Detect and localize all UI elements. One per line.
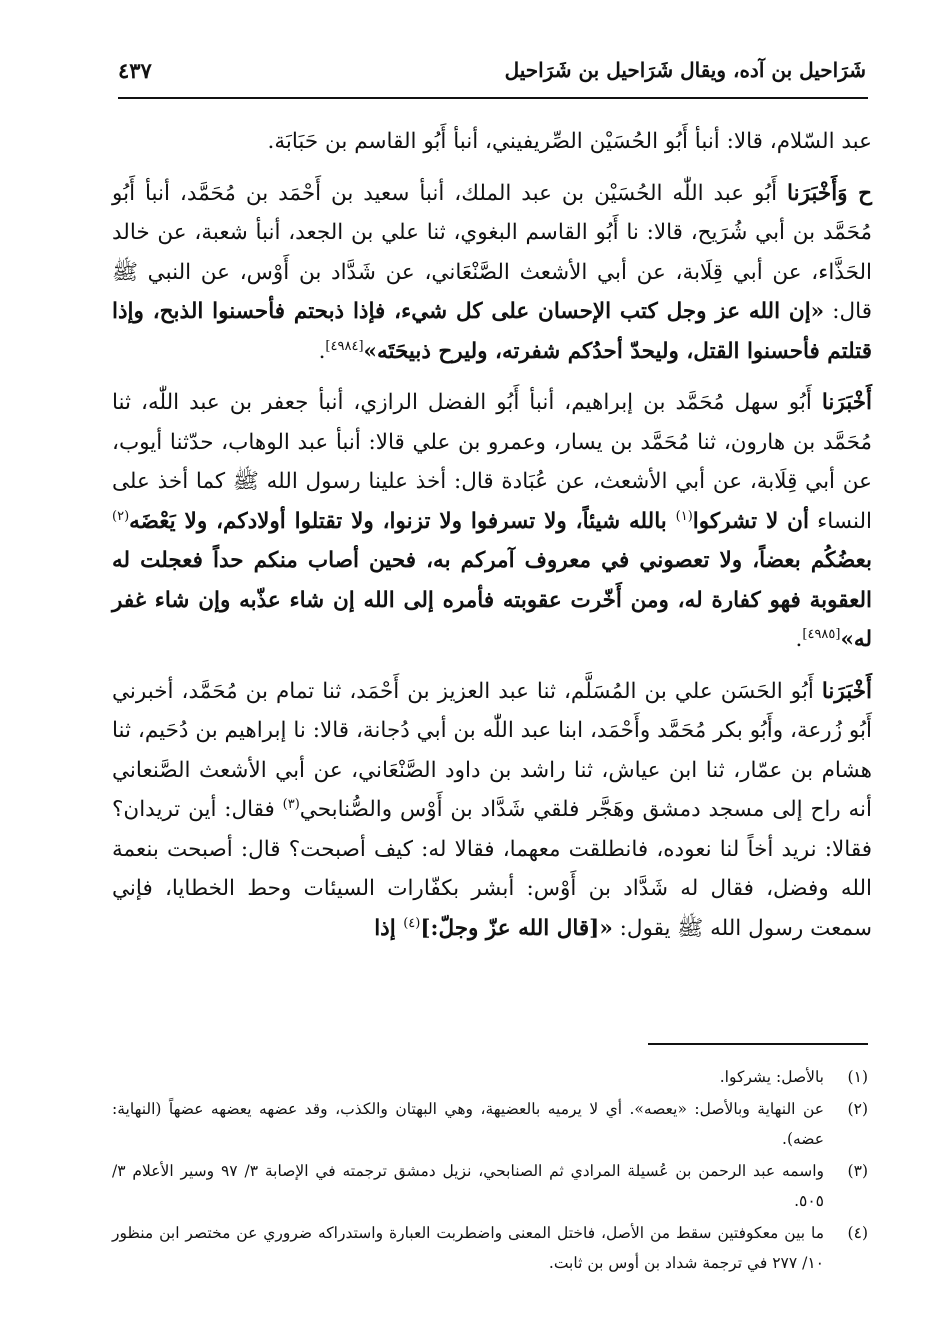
footnote-text: واسمه عبد الرحمن بن عُسيلة المرادي ثم الصنابحي، نزيل دمشق ترجمته في الإصابة ٣/ ٩٧ وسير الأعلام ٣/ ٥٠٥. [112, 1162, 824, 1210]
hadith-text: إذا [374, 915, 404, 941]
hadith-text: أن لا تشركوا [692, 508, 809, 534]
text-segment: أَبُو سهل مُحَمَّد بن إبراهيم، أنبأ أَبُو الفضل الرازي، أنبأ جعفر بن عبد اللّٰه، ثنا مُحَمَّد بن هارون، ثنا مُحَمَّد بن يسار، وعمرو بن علي قالا: أنبأ عبد الوهاب، حدّثنا أيوب، عن أبي قِلَابة، عن أبي الأشعث، عن عُبَادة قال: أخذ علينا رسول الله ﷺ كما أخذ على النساء [112, 390, 873, 534]
body-text [112, 122, 872, 960]
footnote [112, 1062, 868, 1092]
page-header [118, 56, 866, 96]
isnad-keyword: أَخْبَرَنا [821, 678, 872, 704]
reference-marker: (٣) [282, 796, 300, 812]
footnote-text: عن النهاية وبالأصل: «يعصه». أي لا يرميه بالعضيهة، وهي البهتان والكذب، وقد عضهه يعضهه عضهاً (النهاية: عضه). [112, 1100, 824, 1148]
footnote [112, 1218, 868, 1278]
hadith-text: «[قال الله عزّ وجلّ:] [420, 915, 613, 941]
footnote-number: (٢) [847, 1100, 868, 1118]
isnad-keyword: ح وَأَخْبَرَنا [787, 180, 872, 206]
hadith-text: بعضُكُم بعضاً، ولا تعصوني في معروف آمركم به، فحين أصاب منكم حداً فعجلت له العقوبة فهو كفارة له، ومن أَخّرت عقوبته فأمره إلى الله إن شاء عذّبه وإن شاء غفر له» [112, 548, 872, 652]
footnote-rule [648, 1043, 868, 1045]
footnote-number: (١) [847, 1068, 868, 1086]
isnad-keyword: أَخْبَرَنا [821, 390, 872, 415]
footnote-number: (٤) [847, 1224, 868, 1242]
text-segment: . [318, 338, 326, 364]
header-rule [118, 97, 868, 99]
footnotes [112, 1062, 868, 1280]
footnote [112, 1094, 868, 1154]
text-segment: أَبُو عبد اللّٰه الحُسَيْن بن عبد الملك، أنبأ سعيد بن أَحْمَد بن مُحَمَّد، أنبأ أَبُو مُحَمَّد بن أبي شُرَيح، قالا: نا أَبُو القاسم البغوي، ثنا علي بن الجعد، أنبأ شعبة، عن خالد الحَذَّاء، عن أبي قِلَابة، عن أبي الأشعث الصَّنْعَاني، عن شَدَّاد بن أَوْس، عن النبي ﷺ قال: [112, 180, 873, 324]
hadith-text: «إن الله عز وجل كتب الإحسان على كل شيء، فإذا ذبحتم فأحسنوا الذبح، وإذا قتلتم فأحسنوا القتل، وليحدّ أحدُكم شفرته، وليرح ذبيحَتَه» [112, 299, 872, 364]
hadith-text: بالله شيئاً، ولا تسرفوا ولا تزنوا، ولا تقتلوا أولادكم، ولا يَعْضَه [129, 508, 676, 534]
reference-marker: [٤٩٨٤] [325, 338, 364, 354]
page-number: ٤٣٧ [118, 58, 152, 83]
footnote [112, 1156, 868, 1216]
footnote-text: ما بين معكوفتين سقط من الأصل، فاختل المعنى واضطربت العبارة واستدراكه ضروري عن مختصر ابن منظور ١٠/ ٢٧٧ في ترجمة شداد بن أوس بن ثابت. [112, 1224, 824, 1272]
text-segment: أَبُو الحَسَن علي بن المُسَلَّم، ثنا عبد العزيز بن أَحْمَد، ثنا تمام بن مُحَمَّد، أخبرني أَبُو زُرعة، وأَبُو بكر مُحَمَّد وأَحْمَد، ابنا عبد اللّٰه بن أبي دُجانة، قالا: نا إبراهيم بن دُحَيم، ثنا هشام بن عمّار، ثنا ابن عياش، ثنا راشد بن داود الصَّنْعَاني، عن أبي الأشعث الصَّنعاني أنه راح إلى مسجد دمشق وهَجَّر فلقي شَدَّاد بن أَوْس والصُّنابحي [112, 678, 872, 822]
reference-marker: (١) [675, 508, 693, 524]
reference-marker: [٤٩٨٥] [802, 626, 841, 642]
reference-marker: (٢) [112, 508, 130, 524]
paragraph [112, 174, 872, 372]
footnote-text: بالأصل: يشركوا. [719, 1068, 824, 1086]
paragraph [112, 672, 872, 949]
text-segment: فقال: أين تريدان؟ فقالا: نريد أخاً لنا نعوده، فانطلقت معهما، فقالا له: كيف أصبحت؟ قال: أصبحت بنعمة الله وفضل، فقال له شَدَّاد بن أَوْس: أبشر بكفّارات السيئات وحط الخطايا، فإني سمعت رسول الله ﷺ يقول: [112, 797, 872, 941]
text-segment: . [795, 627, 803, 652]
footnote-number: (٣) [847, 1162, 868, 1180]
text-segment: عبد السّلام، قالا: أنبأ أَبُو الحُسَيْن الصِّريفيني، أنبأ أَبُو القاسم بن حَبَابَة. [267, 129, 872, 154]
paragraph [112, 383, 872, 660]
running-title: شَرَاحيل بن آده، ويقال شَرَاحيل بن شَرَاحيل [504, 58, 866, 82]
paragraph [112, 122, 872, 162]
reference-marker: (٤) [403, 915, 421, 931]
